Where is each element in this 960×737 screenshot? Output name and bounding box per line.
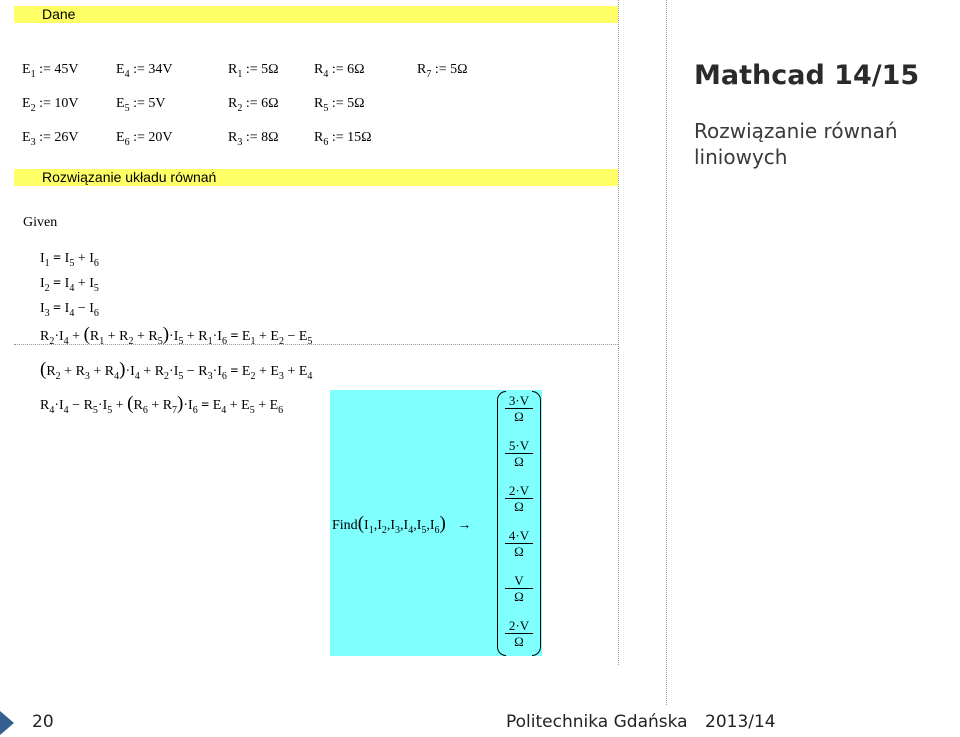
worksheet-right-margin xyxy=(618,0,619,665)
def-e2[interactable]: $E_2$ := 10V xyxy=(22,96,79,114)
section-band-rozwiazanie xyxy=(14,169,618,186)
matrix-right-bracket xyxy=(532,391,541,656)
matrix-left-bracket xyxy=(497,391,506,656)
def-e1[interactable]: $E_1$ := 45V xyxy=(22,62,79,80)
equation-5[interactable]: $(R_2 + R_3 + R_4)\cdot I_4 + R_2\cdot I_5 - R_3\cdot I_6 = E_2 + E_3 + E_4$ xyxy=(40,359,313,382)
def-r5[interactable]: $R_5$ := 5Ω xyxy=(314,96,365,114)
footer-institution: Politechnika Gdańska xyxy=(506,712,688,732)
region-separator xyxy=(14,344,618,345)
section-rozwiazanie-label: Rozwiązanie układu równań xyxy=(42,169,217,185)
section-band-dane xyxy=(14,6,618,23)
find-keyword: Find xyxy=(332,518,358,533)
find-expression[interactable]: $Find(I_1,I_2,I_3,I_4,I_5,I_6)$ → xyxy=(332,513,472,536)
equation-2[interactable]: $I_2 = I_4 + I_5$ xyxy=(40,276,99,294)
def-e6[interactable]: $E_6$ := 20V xyxy=(116,130,173,148)
result-i5: $\frac{V}{\Omega}$ xyxy=(505,573,533,605)
slide-title: Mathcad 14/15 xyxy=(694,60,920,91)
equation-1[interactable]: $I_1 = I_5 + I_6$ xyxy=(40,251,99,269)
slide-divider xyxy=(666,0,667,705)
def-r3[interactable]: $R_3$ := 8Ω xyxy=(228,130,279,148)
footer-triangle-icon xyxy=(0,711,14,735)
result-i6: $\frac{2\cdot V}{\Omega}$ xyxy=(505,618,533,650)
def-e5[interactable]: $E_5$ := 5V xyxy=(116,96,166,114)
slide-subtitle: Rozwiązanie równań liniowych xyxy=(694,119,898,169)
def-e3[interactable]: $E_3$ := 26V xyxy=(22,130,79,148)
def-r7[interactable]: $R_7$ := 5Ω xyxy=(417,62,468,80)
result-i4: $\frac{4\cdot V}{\Omega}$ xyxy=(505,528,533,560)
given-keyword[interactable]: Given xyxy=(23,215,58,230)
def-r2[interactable]: $R_2$ := 6Ω xyxy=(228,96,279,114)
def-r1[interactable]: $R_1$ := 5Ω xyxy=(228,62,279,80)
equation-6[interactable]: $R_4\cdot I_4 - R_5\cdot I_5 + (R_6 + R_7)\cdot I_6 = E_4 + E_5 + E_6$ xyxy=(40,393,284,416)
result-i2: $\frac{5\cdot V}{\Omega}$ xyxy=(505,438,533,470)
def-r4[interactable]: $R_4$ := 6Ω xyxy=(314,62,365,80)
page-number: 20 xyxy=(32,712,54,732)
def-r6[interactable]: $R_6$ := 15Ω xyxy=(314,130,372,148)
result-matrix xyxy=(497,391,541,656)
symbolic-arrow: → xyxy=(457,518,472,533)
equation-4[interactable]: $R_2\cdot I_4 + (R_1 + R_2 + R_5)\cdot I_5 + R_1\cdot I_6 = E_1 + E_2 - E_5$ xyxy=(40,324,313,347)
result-i3: $\frac{2\cdot V}{\Omega}$ xyxy=(505,483,533,515)
footer-year: 2013/14 xyxy=(705,712,776,732)
def-e4[interactable]: $E_4$ := 34V xyxy=(116,62,173,80)
section-dane-label: Dane xyxy=(42,6,76,22)
result-i1: $\frac{3\cdot V}{\Omega}$ xyxy=(505,393,533,425)
equation-3[interactable]: $I_3 = I_4 - I_6$ xyxy=(40,301,99,319)
